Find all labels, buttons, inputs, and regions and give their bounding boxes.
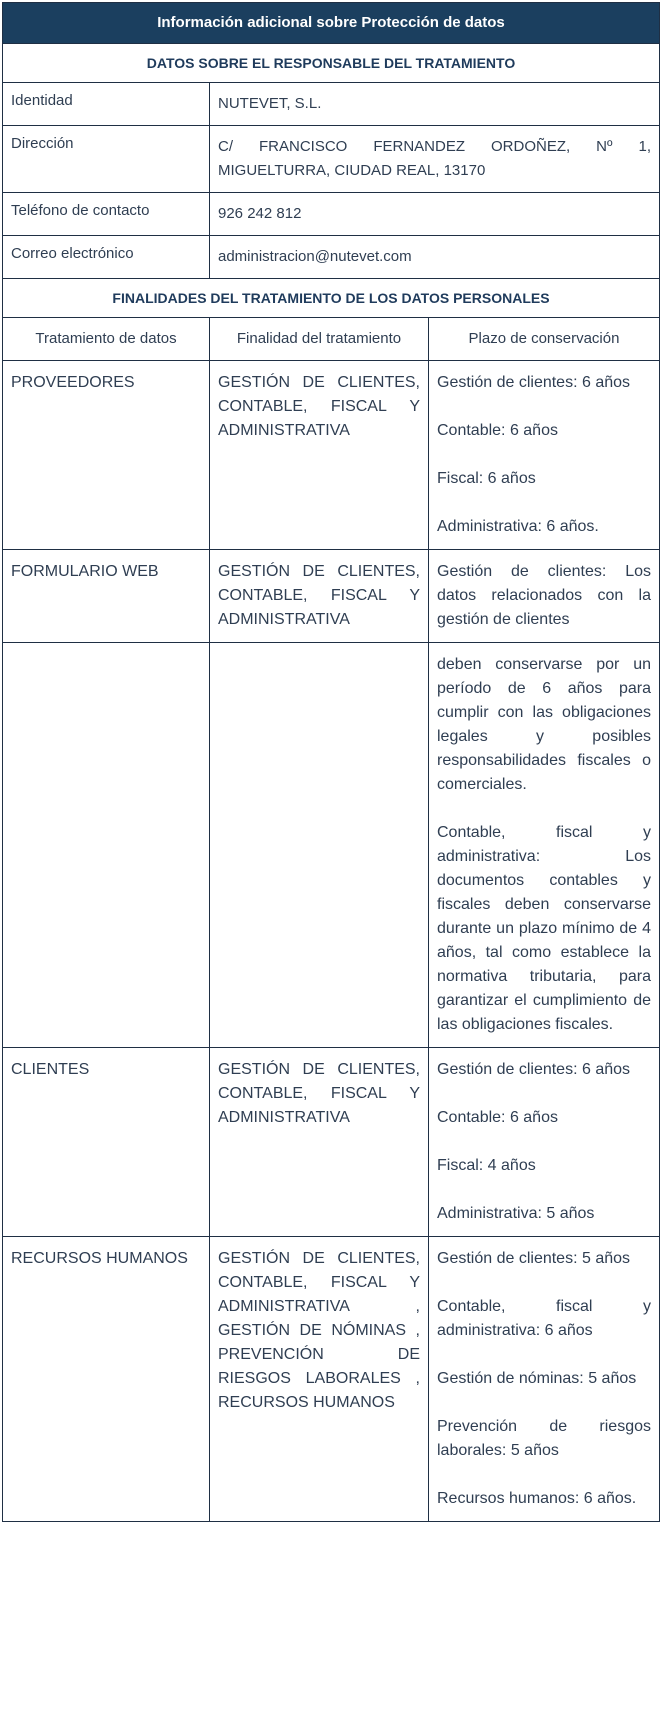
treatment-cell: FORMULARIO WEB — [3, 550, 210, 642]
retention-item: Recursos humanos: 6 años. — [437, 1490, 637, 1507]
retention-item: deben conservarse por un período de 6 años para cumplir con las obligaciones legales y posibles responsabilidades fiscales o comerciales. — [437, 656, 651, 793]
retention-item: Administrativa: 6 años. — [437, 518, 599, 535]
retention-item: Fiscal: 4 años — [437, 1157, 536, 1174]
table-row — [3, 361, 659, 550]
phone-row — [3, 193, 659, 236]
retention-item: Contable, fiscal y administrativa: Los documentos contables y fiscales deben conservarse durante un plazo mínimo de 4 años, tal como establece la normativa tributaria, para garantizar el cumplimiento de las obligaciones fiscales. — [437, 824, 651, 1033]
retention-item: Gestión de clientes: 6 años — [437, 374, 631, 391]
table-row — [3, 550, 659, 643]
row-value: NUTEVET, S.L. — [218, 95, 322, 112]
retention-cell — [429, 1237, 659, 1521]
retention-item: Contable: 6 años — [437, 422, 558, 439]
row-label: Dirección — [3, 126, 210, 192]
purpose-cell: GESTIÓN DE CLIENTES, CONTABLE, FISCAL Y ADMINISTRATIVA — [210, 550, 429, 642]
retention-item: Administrativa: 5 años — [437, 1205, 595, 1222]
retention-cell — [429, 643, 659, 1047]
finalidades-heading: FINALIDADES DEL TRATAMIENTO DE LOS DATOS PERSONALES — [3, 279, 659, 318]
purpose-cell: GESTIÓN DE CLIENTES, CONTABLE, FISCAL Y ADMINISTRATIVA — [210, 1048, 429, 1236]
column-header: Plazo de conservación — [468, 330, 620, 347]
treatment-cell — [3, 643, 210, 1047]
treatment-cell: RECURSOS HUMANOS — [3, 1237, 210, 1521]
retention-item: Gestión de clientes: 6 años — [437, 1061, 631, 1078]
responsable-heading: DATOS SOBRE EL RESPONSABLE DEL TRATAMIENTO — [3, 44, 659, 83]
treatment-cell: CLIENTES — [3, 1048, 210, 1236]
purpose-cell: GESTIÓN DE CLIENTES, CONTABLE, FISCAL Y ADMINISTRATIVA , GESTIÓN DE NÓMINAS , PREVENCIÓN DE RIESGOS LABORALES , RECURSOS HUMANOS — [210, 1237, 429, 1521]
retention-cell — [429, 550, 659, 642]
retention-item: Gestión de nóminas: 5 años — [437, 1370, 637, 1387]
treatment-cell: PROVEEDORES — [3, 361, 210, 549]
retention-item: Fiscal: 6 años — [437, 470, 536, 487]
table-row — [3, 643, 659, 1048]
row-label: Teléfono de contacto — [3, 193, 210, 235]
retention-item: Gestión de clientes: 5 años — [437, 1250, 631, 1267]
retention-item: Contable, fiscal y administrativa: 6 años — [437, 1298, 651, 1339]
address-row — [3, 126, 659, 193]
email-value[interactable]: administracion@nutevet.com — [218, 248, 412, 265]
retention-item: Contable: 6 años — [437, 1109, 558, 1126]
table-row — [3, 1048, 659, 1237]
retention-item: Gestión de clientes: Los datos relacionados con la gestión de clientes — [437, 563, 651, 628]
finalidades-rows — [3, 361, 659, 1521]
row-label: Identidad — [3, 83, 210, 125]
retention-cell — [429, 1048, 659, 1236]
purpose-cell — [210, 643, 429, 1047]
data-protection-table — [2, 2, 660, 1522]
row-label: Correo electrónico — [3, 236, 210, 278]
purpose-cell: GESTIÓN DE CLIENTES, CONTABLE, FISCAL Y ADMINISTRATIVA — [210, 361, 429, 549]
identity-row — [3, 83, 659, 126]
column-header: Tratamiento de datos — [3, 318, 210, 360]
email-row — [3, 236, 659, 279]
row-value: C/ FRANCISCO FERNANDEZ ORDOÑEZ, Nº 1, MIGUELTURRA, CIUDAD REAL, 13170 — [218, 138, 651, 179]
column-header-row — [3, 318, 659, 361]
column-header: Finalidad del tratamiento — [210, 318, 429, 360]
row-value: 926 242 812 — [218, 205, 302, 222]
retention-cell — [429, 361, 659, 549]
table-title: Información adicional sobre Protección de datos — [3, 3, 659, 44]
table-row — [3, 1237, 659, 1521]
retention-item: Prevención de riesgos laborales: 5 años — [437, 1418, 651, 1459]
